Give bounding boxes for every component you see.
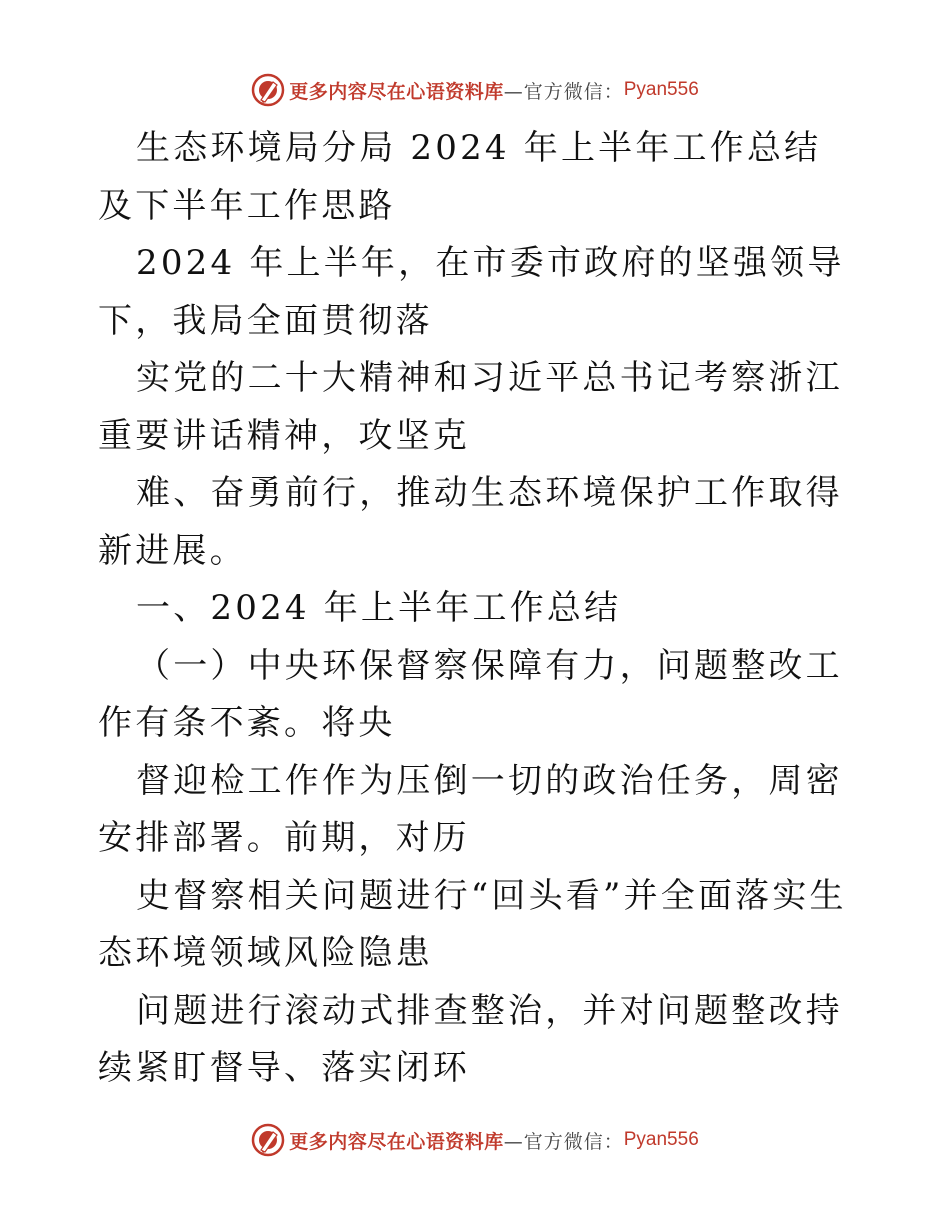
subsection-heading: （一）中央环保督察保障有力，问题整改工作有条不紊。将央	[98, 645, 843, 743]
paragraph: 问题进行滚动式排查整治，并对问题整改持续紧盯督导、落实闭环	[98, 990, 843, 1088]
watermark-footer	[0, 1120, 950, 1160]
paragraph: 督迎检工作作为压倒一切的政治任务，周密安排部署。前期，对历	[98, 760, 843, 858]
pen-logo-icon	[251, 73, 285, 107]
watermark-source-text: 更多内容尽在心语资料库	[289, 1130, 504, 1153]
paragraph: 难、奋勇前行，推动生态环境保护工作取得新进展。	[98, 473, 843, 571]
paragraph: 史督察相关问题进行“回头看”并全面落实生态环境领域风险隐患	[98, 875, 847, 973]
watermark-account: Pyan556	[623, 1129, 699, 1150]
watermark-source-text: 更多内容尽在心语资料库	[289, 80, 504, 103]
document-body	[98, 120, 858, 1098]
paragraph: 实党的二十大精神和习近平总书记考察浙江重要讲话精神，攻坚克	[98, 358, 843, 456]
watermark-header	[0, 70, 950, 110]
paragraph: 2024 年上半年，在市委市政府的坚强领导下，我局全面贯彻落	[98, 243, 845, 341]
section-heading: 一、2024 年上半年工作总结	[136, 588, 622, 628]
document-title: 生态环境局分局 2024 年上半年工作总结及下半年工作思路	[98, 128, 822, 226]
watermark-official-text: —官方微信：	[503, 1130, 624, 1153]
pen-logo-icon	[251, 1123, 285, 1157]
watermark-account: Pyan556	[623, 79, 699, 100]
watermark-official-text: —官方微信：	[503, 80, 624, 103]
